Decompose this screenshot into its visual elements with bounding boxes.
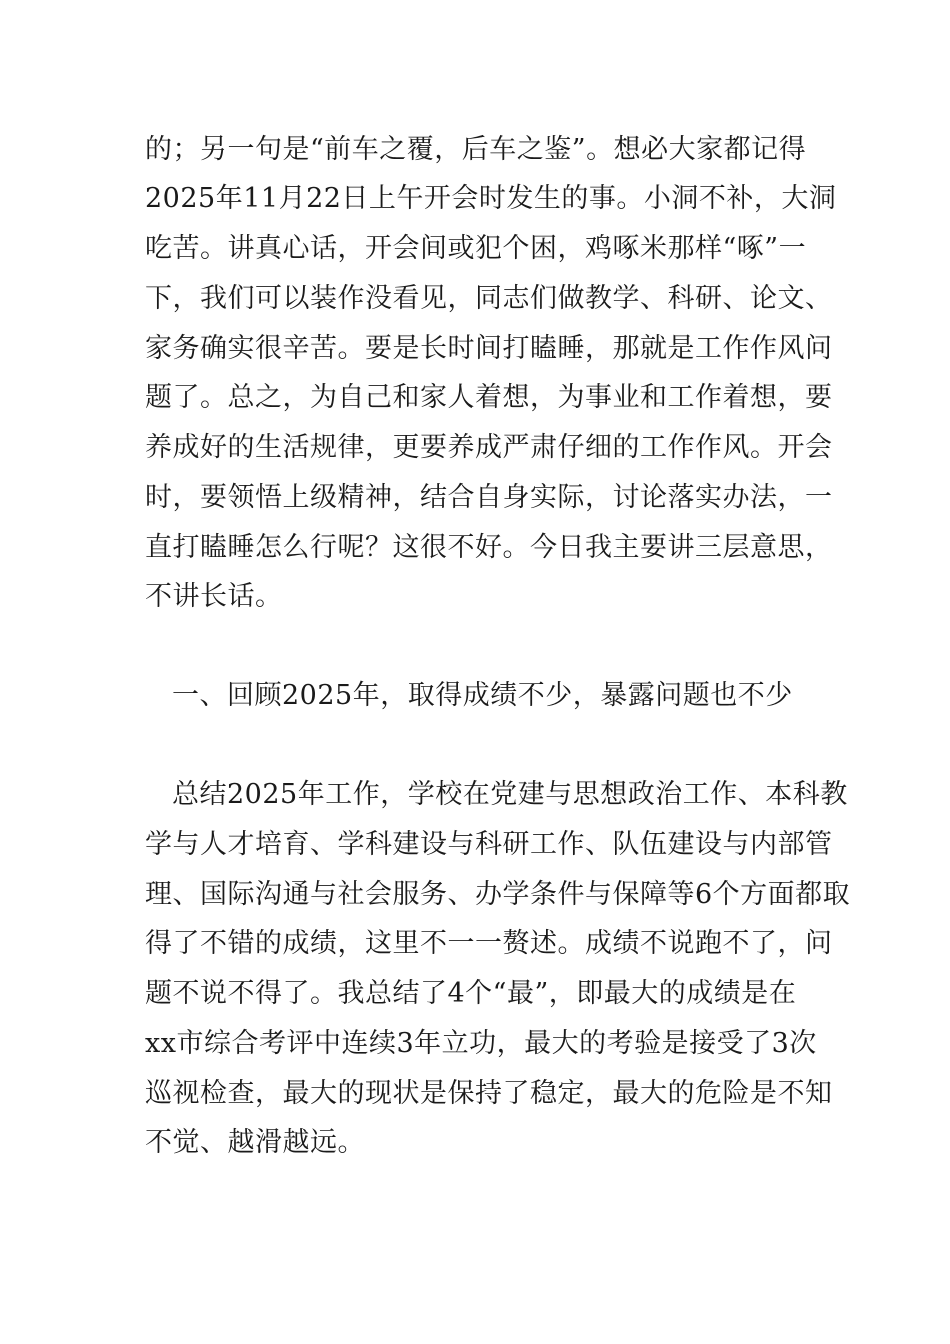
- paragraph-line: 题了。总之，为自己和家人着想，为事业和工作着想，要: [145, 382, 833, 413]
- paragraph-line: 下，我们可以装作没看见，同志们做教学、科研、论文、: [145, 283, 833, 314]
- paragraph-line: 时，要领悟上级精神，结合自身实际，讨论落实办法，一: [145, 482, 833, 513]
- paragraph-line: 直打瞌睡怎么行呢？这很不好。今日我主要讲三层意思，: [145, 532, 833, 563]
- paragraph-line: 吃苦。讲真心话，开会间或犯个困，鸡啄米那样“啄”一: [145, 233, 807, 264]
- section-heading: 一、回顾2025年，取得成绩不少，暴露问题也不少: [172, 680, 793, 711]
- paragraph-line: 总结2025年工作，学校在党建与思想政治工作、本科教: [172, 779, 848, 810]
- paragraph-line: 得了不错的成绩，这里不一一赘述。成绩不说跑不了，问: [145, 928, 833, 959]
- paragraph-line: 题不说不得了。我总结了4个“最”，即最大的成绩是在: [145, 978, 797, 1009]
- paragraph-line: 的；另一句是“前车之覆，后车之鉴”。想必大家都记得: [145, 134, 807, 165]
- paragraph-line: 2025年11月22日上午开会时发生的事。小洞不补，大洞: [145, 183, 837, 214]
- paragraph-line: 不讲长话。: [145, 581, 283, 612]
- paragraph-line: 巡视检查，最大的现状是保持了稳定，最大的危险是不知: [145, 1078, 833, 1109]
- paragraph-line: 家务确实很辛苦。要是长时间打瞌睡，那就是工作作风问: [145, 333, 833, 364]
- paragraph-line: 理、国际沟通与社会服务、办学条件与保障等6个方面都取: [145, 879, 851, 910]
- paragraph-line: xx市综合考评中连续3年立功，最大的考验是接受了3次: [145, 1028, 817, 1059]
- paragraph-line: 养成好的生活规律，更要养成严肃仔细的工作作风。开会: [145, 432, 833, 463]
- paragraph-line: 学与人才培育、学科建设与科研工作、队伍建设与内部管: [145, 829, 833, 860]
- paragraph-line: 不觉、越滑越远。: [145, 1127, 365, 1158]
